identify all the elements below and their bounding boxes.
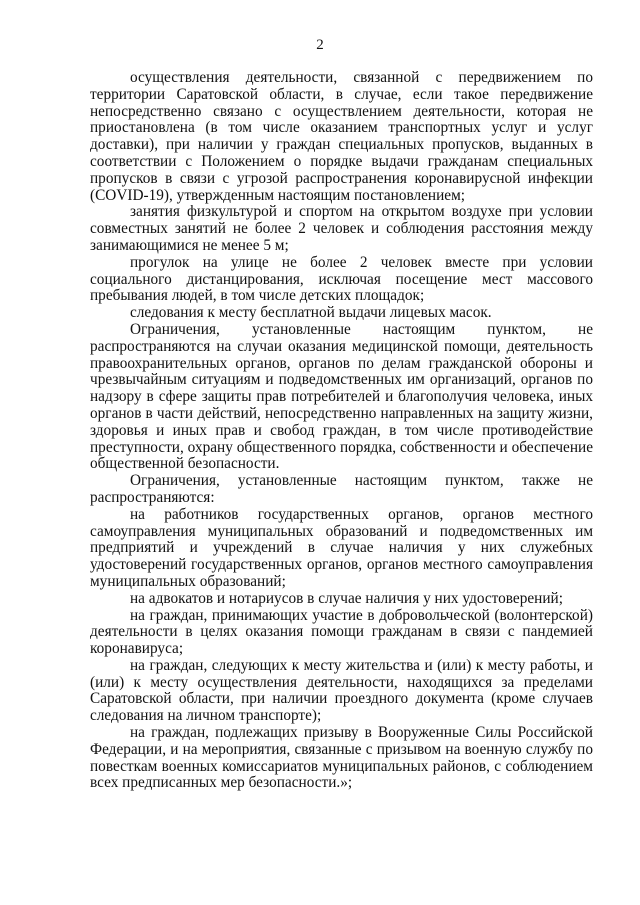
paragraph-9: на граждан, принимающих участие в добровольческой (волонтерской) деятельности в целях оказания помощи гражданам в связи с пандемией коронавируса; [90,606,593,658]
paragraph-11: на граждан, подлежащих призыву в Вооруженные Силы Российской Федерации, и на мероприятия, связанные с призывом на военную службу по повесткам военных комиссариатов муниципальных районов, с соблюдением всех предписанных мер безопасности.»; [90,724,593,792]
page-number: 2 [316,37,324,53]
paragraph-5: Ограничения, установленные настоящим пунктом, не распространяются на случаи оказания медицинской помощи, деятельность правоохранительных органов, органов по делам гражданской обороны и чрезвычайным ситуациям и подведомственных им организаций, органов по надзору в сфере защиты прав потребителей и благополучия человека, иных органов в части действий, непосредственно направленных на защиту жизни, здоровья и иных прав и свобод граждан, в том числе противодействие преступности, охрану общественного порядка, собственности и обеспечение общественной безопасности. [90,320,593,473]
paragraph-4: следования к месту бесплатной выдачи лицевых масок. [130,304,492,322]
paragraph-6: Ограничения, установленные настоящим пунктом, также не распространяются: [90,472,593,506]
paragraph-3: прогулок на улице не более 2 человек вместе при условии социального дистанцирования, исключая посещение мест массового пребывания людей, в том числе детских площадок; [90,253,593,305]
paragraph-10: на граждан, следующих к месту жительства и (или) к месту работы, и (или) к месту осуществления деятельности, находящихся за пределами Саратовской области, при наличии проездного документа (кроме случаев следования на личном транспорте); [90,656,593,725]
paragraph-8: на адвокатов и нотариусов в случае наличия у них удостоверений; [130,589,563,607]
paragraph-2: занятия физкультурой и спортом на открытом воздухе при условии совместных занятий не более 2 человек и соблюдения расстояния между занимающимися не менее 5 м; [90,203,593,254]
document-body [90,70,593,792]
paragraph-7: на работников государственных органов, органов местного самоуправления муниципальных образований и подведомственных им предприятий и учреждений в случае наличия у них служебных удостоверений государственных органов, органов местного самоуправления муниципальных образований; [90,505,593,590]
paragraph-1: осуществления деятельности, связанной с передвижением по территории Саратовской области, в случае, если такое передвижение непосредственно связано с осуществлением деятельности, которая не приостановлена (в том числе оказанием транспортных услуг и услуг доставки), при наличии у граждан специальных пропусков, выданных в соответствии с Положением о порядке выдачи гражданам специальных пропусков в связи с угрозой распространения коронавирусной инфекции (COVID-19), утвержденным настоящим постановлением; [90,69,593,204]
